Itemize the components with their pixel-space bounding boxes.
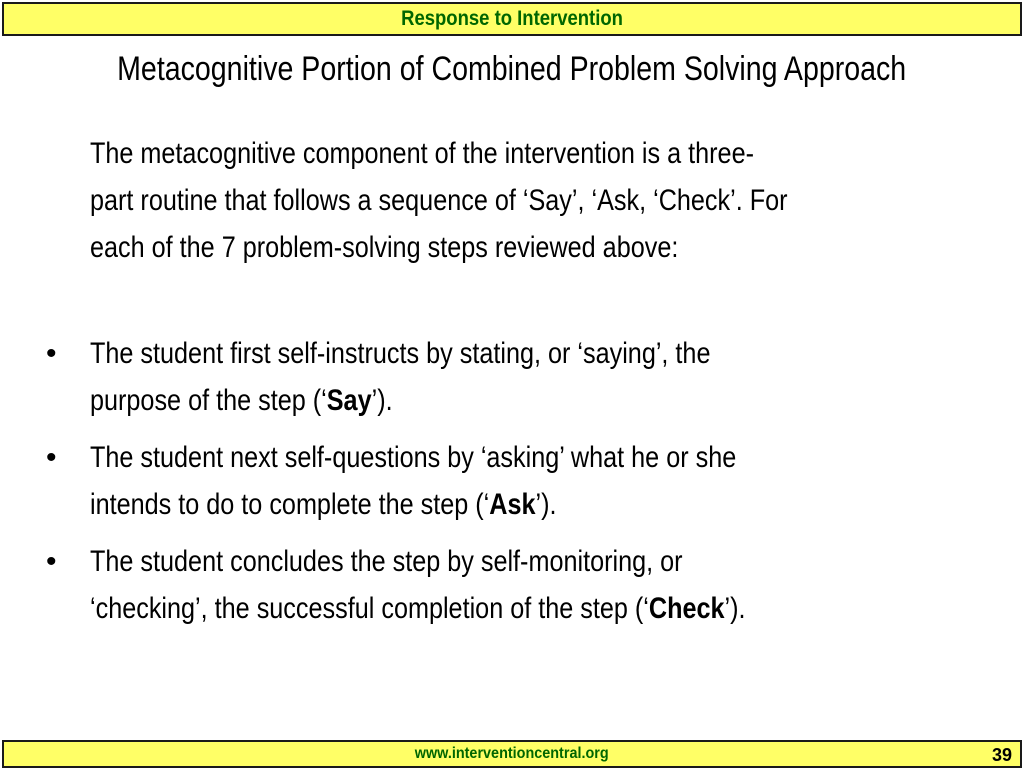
bullet-line: The student concludes the step by self-monitoring, or bbox=[90, 545, 683, 578]
bullet-list bbox=[0, 330, 1024, 642]
footer-url-container bbox=[4, 742, 1020, 766]
footer-url-link[interactable]: www.interventioncentral.org bbox=[415, 745, 609, 762]
bullet-text: ’). bbox=[724, 592, 746, 625]
bullet-text: ‘checking’, the successful completion of the step (‘ bbox=[90, 592, 649, 625]
slide-title-text: Metacognitive Portion of Combined Problem Solving Approach bbox=[117, 50, 907, 88]
bullet-item-ask bbox=[0, 434, 1024, 528]
keyword-check: Check bbox=[648, 592, 725, 625]
intro-line: The metacognitive component of the intervention is a three- bbox=[90, 137, 754, 170]
page-number: 39 bbox=[991, 745, 1012, 765]
bullet-item-check bbox=[0, 538, 1024, 632]
header-title: Response to Intervention bbox=[401, 7, 623, 30]
bullet-text: ’). bbox=[371, 384, 393, 417]
bullet-icon: • bbox=[46, 545, 57, 578]
bullet-icon: • bbox=[46, 337, 57, 370]
bullet-line bbox=[90, 377, 875, 424]
intro-line: part routine that follows a sequence of ‘Say’, ‘Ask, ‘Check’. For bbox=[90, 184, 788, 217]
intro-line: each of the 7 problem-solving steps reviewed above: bbox=[90, 231, 679, 264]
bullet-line bbox=[90, 481, 875, 528]
bullet-line bbox=[90, 585, 875, 632]
bullet-line: The student first self-instructs by stating, or ‘saying’, the bbox=[90, 337, 711, 370]
keyword-say: Say bbox=[326, 384, 372, 417]
intro-paragraph bbox=[90, 130, 1020, 271]
header-bar bbox=[2, 2, 1022, 36]
bullet-text: purpose of the step (‘ bbox=[90, 384, 327, 417]
bullet-text: intends to do to complete the step (‘ bbox=[90, 488, 490, 521]
bullet-item-say bbox=[0, 330, 1024, 424]
keyword-ask: Ask bbox=[489, 488, 536, 521]
bullet-text: ’). bbox=[535, 488, 557, 521]
bullet-line: The student next self-questions by ‘asking’ what he or she bbox=[90, 441, 737, 474]
slide-title bbox=[0, 48, 1024, 90]
footer-bar bbox=[2, 740, 1022, 768]
bullet-icon: • bbox=[46, 441, 57, 474]
